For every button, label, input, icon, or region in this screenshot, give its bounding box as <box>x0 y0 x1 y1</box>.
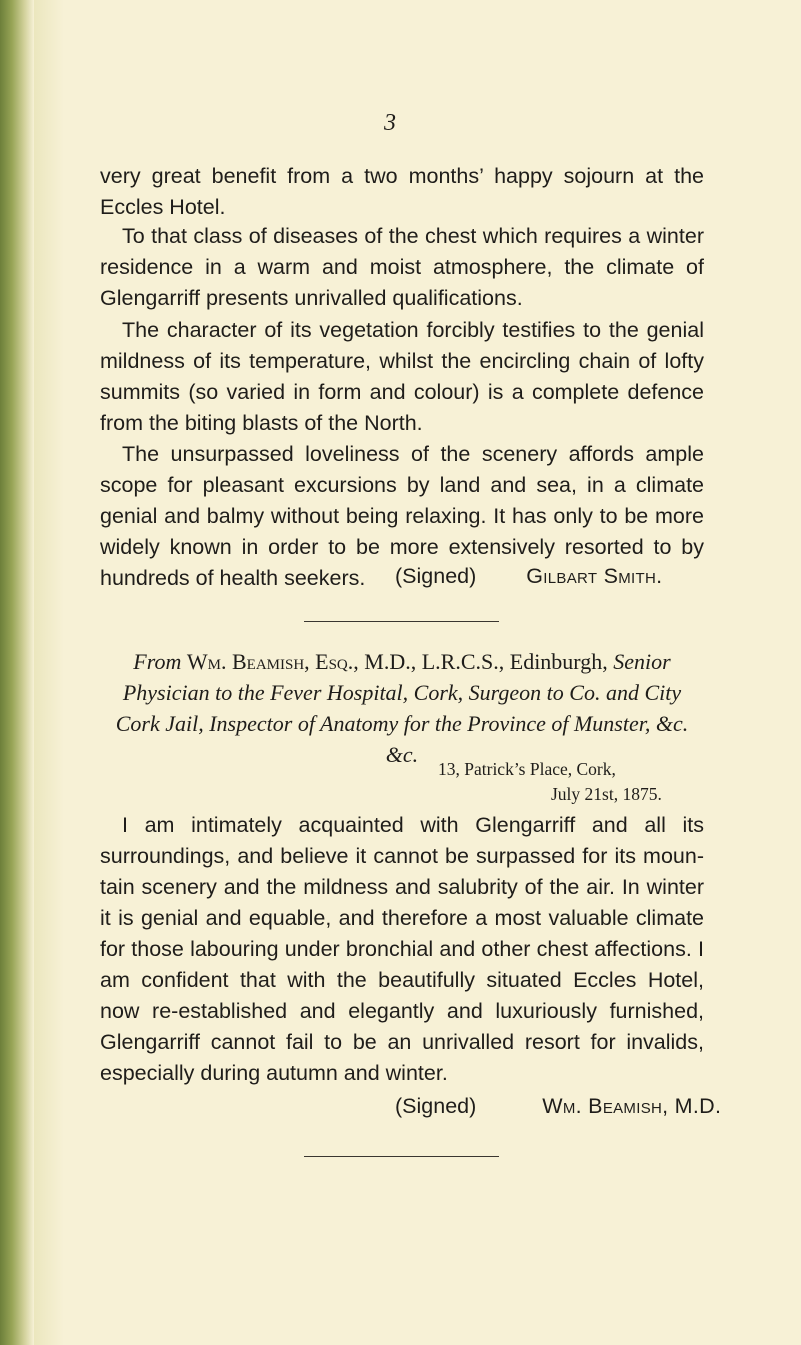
date-line: July 21st, 1875. <box>551 784 662 804</box>
section-divider-bottom <box>304 1156 499 1157</box>
page-number: 3 <box>384 110 396 136</box>
page-edge-shadow <box>0 0 34 1345</box>
letter-heading <box>100 646 704 770</box>
signature-smith <box>395 561 662 592</box>
signature-name: Gilbart Smith. <box>526 564 663 588</box>
heading-name: Wm. Beamish, Esq., <box>186 649 359 674</box>
heading-from: From <box>133 649 182 674</box>
paragraph-scenery: The unsurpassed loveliness of the scenery affords ample scope for pleasant excursions by land and sea, in a climate genial and balmy without being relaxing. It has only to be more widely known in order to be more extensively resorted to by hundreds of health seekers. <box>100 442 704 590</box>
paragraph-continuation: very great benefit from a two months’ happy sojourn at the Eccles Hotel. <box>100 164 704 219</box>
signature-label: (Signed) <box>395 1094 477 1118</box>
paragraph-chest-diseases: To that class of diseases of the chest which requires a winter residence in a warm and moist atmosphere, the climate of Glengarriff presents unrivalled qualifications. <box>100 224 704 310</box>
paragraph-vegetation: The character of its vegetation forcibly testifies to the genial mildness of its temperature, whilst the encircling chain of lofty summits (so varied in form and colour) is a complete defence from the biting blasts of the North. <box>100 318 704 435</box>
signature-label: (Signed) <box>395 564 477 588</box>
section-divider <box>304 621 499 622</box>
address-line: 13, Patrick’s Place, Cork, <box>438 759 616 779</box>
page-edge-tint <box>34 0 64 1345</box>
heading-titles: Senior Physician to the Fever Hospital, Cork, Surgeon to Co. and City Cork Jail, Inspector of Anatomy for the Province of Munster, &c. &c. <box>115 649 689 767</box>
heading-degrees: M.D., L.R.C.S., Edinburgh, <box>364 649 608 674</box>
paragraph-beamish-letter: I am intimately acquainted with Glengarriff and all its surroundings, and believe it cannot be surpassed for its mountain scenery and the mildness and salubrity of the air. In winter it is genial and equable, and therefore a most valuable climate for those labouring under bronchial and other chest affections. I am confident that with the beautifully situated Eccles Hotel, now re-established and elegantly and luxuriously furnished, Glengarriff cannot fail to be an unrivalled resort for invalids, especially during autumn and winter. <box>100 813 704 1085</box>
signature-name: Wm. Beamish, M.D. <box>542 1094 722 1118</box>
signature-beamish <box>395 1091 721 1122</box>
